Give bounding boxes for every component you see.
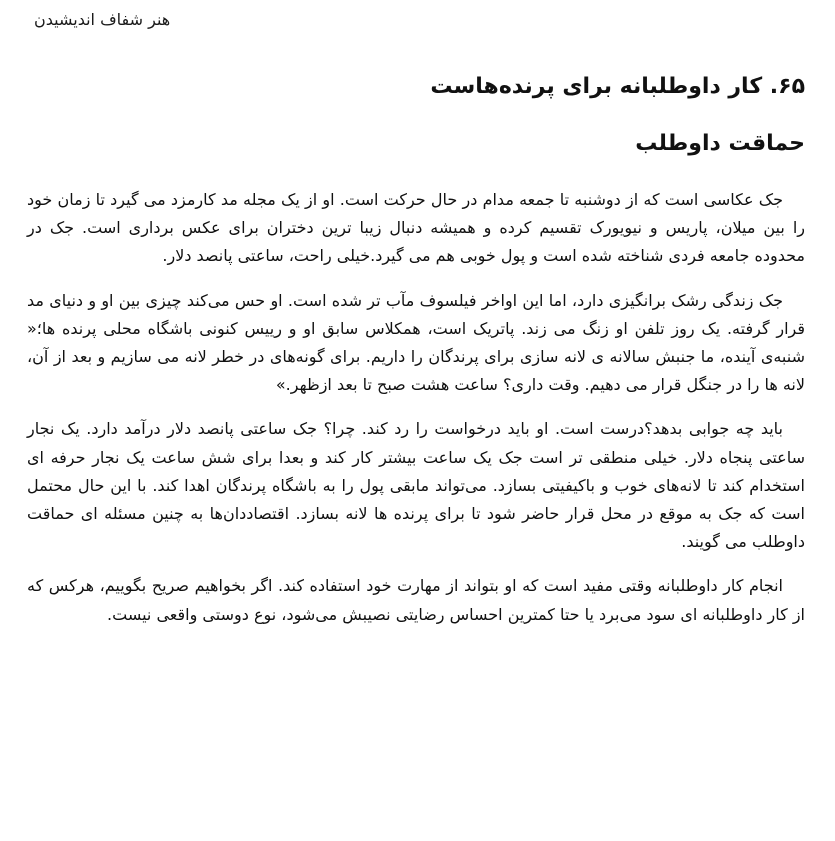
chapter-title: ۶۵. کار داوطلبانه برای پرنده‌هاست [430,74,805,99]
body-text [27,186,805,645]
paragraph-3: باید چه جوابی بدهد؟درست است. او باید درخواست را رد کند. چرا؟ جک ساعتی پانصد دلار درآمد دارد. یک نجار ساعتی پنجاه دلار. خیلی منطقی تر است جک یک ساعت بیشتر کار کند و بعدا برای شش ساعت یک نجار حرفه ای استخدام کند تا لانه‌های خوب و باکیفیتی بسازد. می‌تواند مابقی پول را به باشگاه پرندگان اهدا کند. با این حال محتمل است که جک به موقع در محل قرار حاضر شود تا برای پرنده ها لانه بسازد. اقتصاددان‌ها به چنین مسئله ای حماقت داوطلب می گویند. [27,419,805,552]
paragraph-1: جک عکاسی است که از دوشنبه تا جمعه مدام در حال حرکت است. او از یک مجله مد کارمزد می گیرد تا زمان خود را بین میلان، پاریس و نیویورک تقسیم کرده و همیشه دنبال زیبا ترین دختران برای عکس برداری است. جک در محدوده جامعه فردی شناخته شده است و پول خوبی هم می گیرد.خیلی راحت، ساعتی پانصد دلار. [27,190,805,266]
paragraph-2: جک زندگی رشک برانگیزی دارد، اما این اواخر فیلسوف مآب تر شده است. او حس می‌کند چیزی بین او و دنیای مد قرار گرفته. یک روز تلفن او زنگ می زند. پاتریک است، همکلاس سابق او و رییس کنونی باشگاه محلی پرنده ها؛« شنبه‌ی آینده، ما جنبش سالانه ی لانه سازی برای پرندگان را داریم. برای گونه‌های در خطر لانه می سازیم و بعد از آن، لانه ها را در جنگل قرار می دهیم. وقت داری؟ ساعت هشت صبح تا بعد ازظهر.» [27,290,805,395]
paragraph-4: انجام کار داوطلبانه وقتی مفید است که او بتواند از مهارت خود استفاده کند. اگر بخواهیم صریح بگوییم، هرکس که از کار داوطلبانه ای سود می‌برد یا حتا کمترین احساس رضایتی نصیبش می‌شود، نوع دوستی واقعی نیست. [27,576,805,624]
running-header: هنر شفاف اندیشیدن [34,10,171,29]
section-title: حماقت داوطلب [635,131,805,156]
